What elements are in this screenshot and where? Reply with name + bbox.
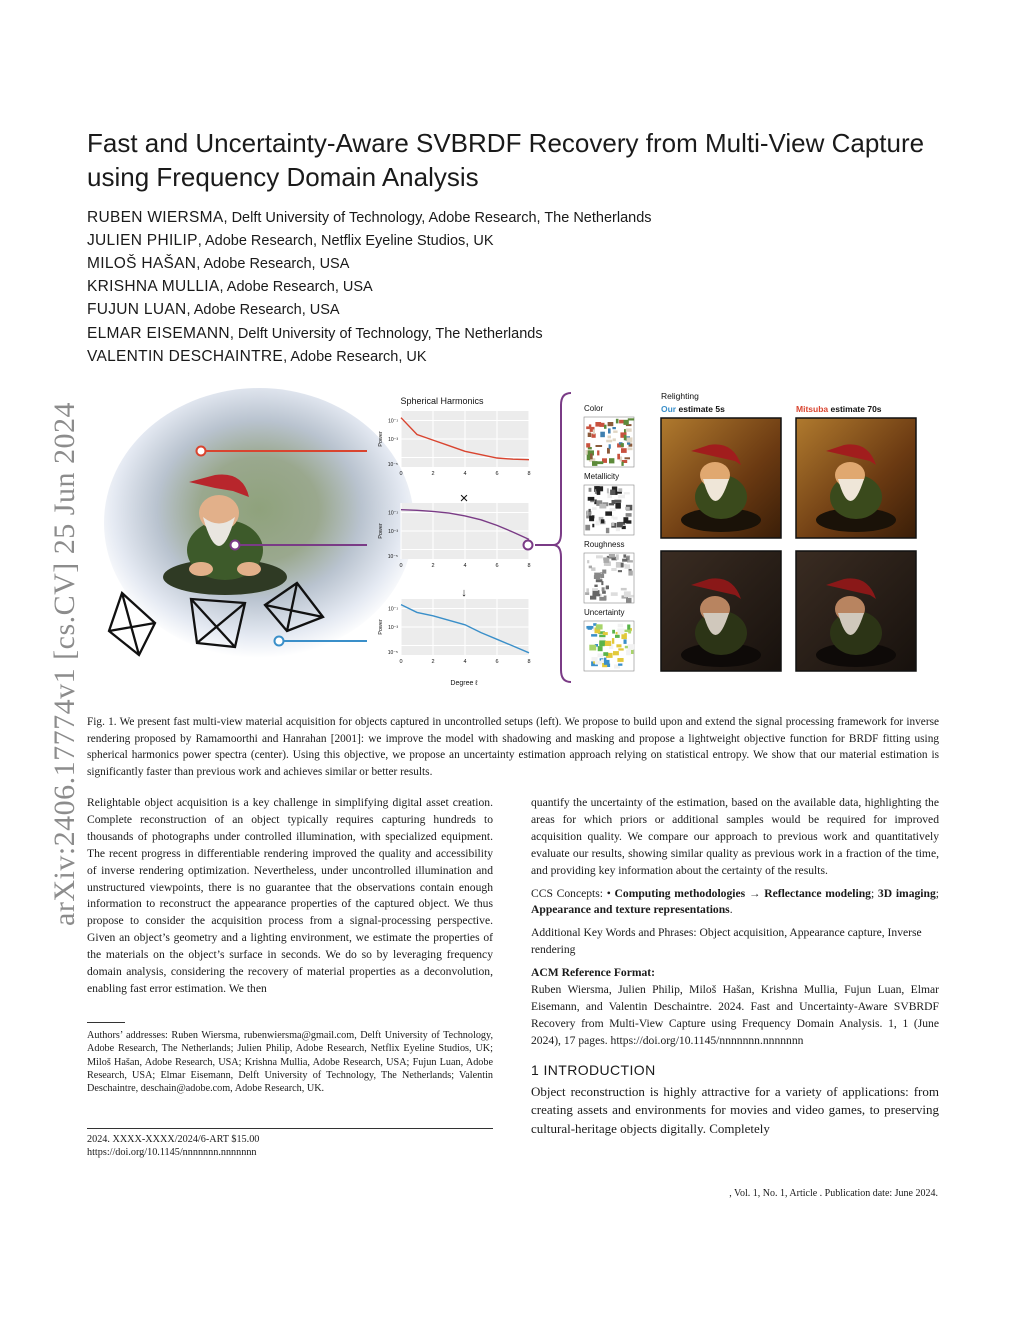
texel-patch bbox=[605, 641, 611, 646]
texel-patch bbox=[618, 624, 623, 628]
texel-patch bbox=[625, 630, 632, 633]
texel-patch bbox=[596, 486, 603, 491]
texel-patch bbox=[626, 428, 632, 431]
ccs-concepts bbox=[531, 886, 939, 920]
connector-output bbox=[524, 393, 572, 682]
texel-patch bbox=[589, 645, 596, 651]
texel-patch bbox=[618, 488, 622, 492]
plot-blue bbox=[378, 599, 531, 665]
texel-patch bbox=[598, 646, 603, 651]
y-axis-label: Power bbox=[378, 523, 384, 539]
ccs-concept-2: 3D imaging bbox=[877, 886, 936, 900]
texel-patch bbox=[611, 568, 616, 571]
y-tick-label: 10⁻⁵ bbox=[387, 462, 398, 469]
author-name: KRISHNA MULLIA bbox=[87, 278, 220, 295]
texel-patch bbox=[613, 517, 618, 520]
y-tick-label: 10⁻¹ bbox=[388, 606, 398, 613]
texel-patch bbox=[618, 648, 623, 650]
texel-patch bbox=[616, 562, 621, 568]
ccs-concept-3: Appearance and texture representations bbox=[531, 903, 730, 917]
texel-patch bbox=[612, 638, 614, 644]
texel-patch bbox=[609, 503, 614, 505]
ccs-end: . bbox=[729, 903, 733, 917]
author-line bbox=[87, 325, 543, 343]
x-tick-label: 4 bbox=[463, 471, 467, 477]
x-tick-label: 8 bbox=[527, 471, 531, 477]
texel-patch bbox=[591, 634, 597, 637]
material-map-uncertainty bbox=[584, 608, 634, 671]
texel-patch bbox=[607, 448, 610, 454]
texel-patch bbox=[616, 503, 621, 509]
texel-patch bbox=[603, 632, 608, 635]
texel-patch bbox=[603, 652, 608, 656]
texel-patch bbox=[628, 644, 635, 649]
texel-patch bbox=[626, 598, 632, 603]
texel-patch bbox=[625, 457, 631, 459]
texel-patch bbox=[593, 590, 600, 596]
texel-patch bbox=[617, 522, 623, 527]
x-tick-label: 8 bbox=[527, 659, 531, 665]
texel-patch bbox=[594, 585, 597, 587]
page-footer: , Vol. 1, No. 1, Article . Publication date: June 2024. bbox=[729, 1188, 938, 1199]
author-affiliation: , Adobe Research, USA bbox=[186, 302, 340, 318]
texel-patch bbox=[594, 573, 600, 577]
author-line bbox=[87, 255, 349, 273]
texel-patch bbox=[595, 521, 599, 526]
acm-heading: ACM Reference Format: bbox=[531, 966, 656, 980]
y-axis-label: Power bbox=[378, 619, 384, 635]
ccs-concept-1: Computing methodologies → Reflectance modeling bbox=[614, 886, 871, 900]
texel-patch bbox=[616, 554, 619, 559]
y-tick-label: 10⁻⁵ bbox=[387, 554, 398, 561]
texel-patch bbox=[590, 596, 596, 600]
texel-patch bbox=[586, 443, 590, 447]
author-name: FUJUN LUAN bbox=[87, 301, 187, 318]
author-line bbox=[87, 232, 494, 250]
texel-patch bbox=[592, 507, 597, 510]
copyright-line: 2024. XXXX-XXXX/2024/6-ART $15.00 bbox=[87, 1134, 260, 1145]
texel-patch bbox=[599, 423, 604, 427]
texel-patch bbox=[595, 661, 602, 665]
author-line bbox=[87, 209, 652, 227]
x-tick-label: 6 bbox=[495, 659, 499, 665]
texel-patch bbox=[624, 639, 627, 644]
texel-patch bbox=[587, 560, 589, 563]
texel-patch bbox=[624, 492, 630, 494]
texel-patch bbox=[627, 437, 633, 442]
texel-patch bbox=[616, 644, 621, 647]
our-estimate-time: estimate 5s bbox=[676, 404, 725, 414]
texel-patch bbox=[608, 436, 612, 439]
texel-patch bbox=[601, 519, 605, 523]
x-axis-label: Degree ℓ bbox=[450, 680, 478, 687]
texel-patch bbox=[602, 587, 605, 591]
texel-patch bbox=[600, 432, 605, 438]
paper-title: Fast and Uncertainty-Aware SVBRDF Recovery from Multi-View Capture using Frequency Domain Analysis bbox=[87, 128, 925, 192]
copyright-rule bbox=[87, 1128, 493, 1129]
author-name: MILOŠ HAŠAN bbox=[87, 255, 197, 272]
y-tick-label: 10⁻³ bbox=[388, 437, 398, 443]
texel-patch bbox=[613, 438, 616, 441]
author-affiliation: , Delft University of Technology, The Netherlands bbox=[229, 326, 543, 342]
texel-patch bbox=[585, 592, 589, 595]
x-tick-label: 2 bbox=[431, 471, 435, 477]
x-tick-label: 2 bbox=[431, 563, 435, 569]
texel-patch bbox=[601, 581, 603, 585]
texel-patch bbox=[612, 630, 615, 634]
texel-patch bbox=[621, 443, 624, 447]
texel-patch bbox=[589, 488, 592, 492]
texel-patch bbox=[586, 588, 589, 592]
author-affiliation: , Adobe Research, Netflix Eyeline Studios, UK bbox=[197, 233, 494, 249]
texel-patch bbox=[616, 528, 620, 531]
texel-patch bbox=[610, 490, 615, 495]
texel-patch bbox=[625, 646, 628, 649]
author-affiliation: , Delft University of Technology, Adobe Research, The Netherlands bbox=[223, 210, 652, 226]
multiply-symbol: × bbox=[459, 490, 469, 507]
x-tick-label: 6 bbox=[495, 471, 499, 477]
texel-patch bbox=[623, 517, 628, 523]
relight-our-warm bbox=[661, 418, 781, 538]
texel-patch bbox=[596, 624, 603, 629]
keywords: Additional Key Words and Phrases: Object acquisition, Appearance capture, Inverse rendering bbox=[531, 926, 922, 957]
y-tick-label: 10⁻⁵ bbox=[387, 650, 398, 657]
texel-patch bbox=[623, 420, 628, 425]
plot-red bbox=[378, 411, 531, 477]
texel-patch bbox=[596, 555, 603, 558]
x-tick-label: 4 bbox=[463, 659, 467, 665]
author-affiliation: , Adobe Research, UK bbox=[283, 349, 427, 365]
left-column bbox=[87, 795, 493, 1158]
relighting-title: Relighting bbox=[661, 391, 699, 401]
texel-patch bbox=[606, 586, 609, 590]
relight-mitsuba-warm bbox=[796, 418, 916, 538]
texel-patch bbox=[624, 435, 627, 441]
texel-patch bbox=[612, 427, 616, 429]
texel-patch bbox=[624, 591, 631, 597]
material-map-label: Metallicity bbox=[584, 472, 620, 481]
texel-patch bbox=[587, 455, 591, 461]
y-tick-label: 10⁻¹ bbox=[388, 510, 398, 517]
mitsuba-label bbox=[796, 404, 882, 414]
ccs-separator: ; bbox=[935, 886, 939, 900]
relight-our-dark bbox=[661, 551, 781, 671]
texel-patch bbox=[606, 528, 609, 533]
texel-patch bbox=[622, 559, 627, 562]
x-tick-label: 2 bbox=[431, 659, 435, 665]
texel-patch bbox=[610, 508, 616, 511]
texel-patch bbox=[615, 635, 620, 638]
texel-patch bbox=[625, 564, 631, 568]
doi-line: https://doi.org/10.1145/nnnnnnn.nnnnnnn bbox=[87, 1147, 257, 1158]
sh-title: Spherical Harmonics bbox=[400, 396, 484, 406]
author-line bbox=[87, 278, 373, 296]
author-line bbox=[87, 348, 427, 366]
texel-patch bbox=[613, 651, 619, 655]
y-tick-label: 10⁻³ bbox=[388, 625, 398, 631]
mitsuba-method-name: Mitsuba bbox=[796, 404, 829, 414]
x-tick-label: 6 bbox=[495, 563, 499, 569]
arxiv-stamp: arXiv:2406.17774v1 [cs.CV] 25 Jun 2024 bbox=[48, 402, 81, 926]
our-label bbox=[661, 404, 725, 414]
texel-patch bbox=[618, 570, 622, 572]
texel-patch bbox=[612, 522, 615, 526]
texel-patch bbox=[588, 433, 592, 437]
texel-patch bbox=[589, 509, 591, 512]
texel-patch bbox=[608, 428, 611, 433]
texel-patch bbox=[625, 507, 630, 510]
figure-caption: Fig. 1. We present fast multi-view material acquisition for objects captured in uncontrolled setups (left). We propose to build upon and extend the signal processing framework for inverse rendering proposed by Ramamoorthi and Hanrahan [2001]: we improve the model with shadowing and masking and propose a lightweight objective function for BRDF fitting using spherical harmonics power spectra (center). Using this objective, we propose an uncertainty estimation approach relying on statistical entropy. We show that our material estimation is significantly faster than previous work and achieves similar or better results. bbox=[87, 716, 939, 778]
texel-patch bbox=[628, 448, 633, 451]
texel-patch bbox=[608, 422, 614, 426]
texel-patch bbox=[599, 642, 605, 647]
teaser-figure bbox=[87, 385, 947, 690]
texel-patch bbox=[609, 458, 614, 463]
texel-patch bbox=[616, 419, 619, 424]
texel-patch bbox=[599, 504, 606, 509]
x-tick-label: 0 bbox=[399, 659, 403, 665]
texel-patch bbox=[605, 511, 612, 515]
texel-patch bbox=[592, 524, 594, 528]
authors-addresses: Authors’ addresses: Ruben Wiersma, rubenwiersma@gmail.com, Delft University of Technology, Adobe Research, The Netherlands; Julien Philip, Adobe Research, Netflix Eyeline Studios, UK; Miloš Hašan, Adobe Research, USA; Krishna Mullia, Adobe Research, USA; Fujun Luan, Adobe Research, USA; Elmar Eisemann, Delft University of Technology, The Netherlands; Valentin Deschaintre, deschain@adobe.com, Adobe Research, UK. bbox=[87, 1030, 493, 1095]
texel-patch bbox=[590, 454, 593, 460]
author-line bbox=[87, 301, 340, 319]
texel-patch bbox=[585, 525, 590, 531]
relight-mitsuba-dark bbox=[796, 551, 916, 671]
footnote-rule bbox=[87, 1022, 125, 1023]
texel-patch bbox=[586, 510, 588, 515]
x-tick-label: 4 bbox=[463, 563, 467, 569]
texel-patch bbox=[623, 554, 626, 557]
texel-patch bbox=[596, 461, 603, 464]
texel-patch bbox=[588, 497, 595, 501]
author-name: ELMAR EISEMANN bbox=[87, 325, 230, 342]
abstract-left: Relightable object acquisition is a key challenge in simplifying digital asset creation. Complete reconstruction of an object typically requires capturing hundreds to thousands of photographs under controlled illumination, with specialized equipment. The recent progress in differentiable rendering improved the quality and accessibility of inverse rendering optimization. Nevertheless, under uncontrolled illumination and unstructured viewpoints, there is no guarantee that the observations contain enough information to reconstruct the appearance properties of the captured object. We thus propose to consider the acquisition process from a signal-processing perspective. Given an object’s geometry and a lighting environment, we estimate the properties of the materials on the object’s surface in seconds. We do so by leveraging frequency domain analysis, considering the recovery of material properties as a deconvolution, enabling fast error estimation. We then bbox=[87, 796, 493, 995]
texel-patch bbox=[592, 657, 598, 661]
texel-patch bbox=[593, 429, 595, 434]
author-affiliation: , Adobe Research, USA bbox=[219, 279, 373, 295]
y-axis-label: Power bbox=[378, 431, 384, 447]
texel-patch bbox=[621, 588, 627, 591]
texel-patch bbox=[611, 592, 618, 596]
material-map-label: Uncertainty bbox=[584, 608, 625, 617]
mitsuba-estimate-time: estimate 70s bbox=[828, 404, 882, 414]
texel-patch bbox=[617, 454, 620, 460]
texel-patch bbox=[604, 596, 607, 601]
author-affiliation: , Adobe Research, USA bbox=[196, 256, 350, 272]
texel-patch bbox=[588, 626, 592, 630]
x-tick-label: 8 bbox=[527, 563, 531, 569]
arrow-symbol: ↓ bbox=[461, 587, 467, 599]
texel-patch bbox=[619, 420, 623, 424]
author-name: JULIEN PHILIP bbox=[87, 232, 198, 249]
texel-patch bbox=[614, 500, 621, 503]
texel-patch bbox=[613, 431, 617, 433]
ccs-prefix: CCS Concepts: • bbox=[531, 886, 615, 900]
author-name: VALENTIN DESCHAINTRE bbox=[87, 348, 284, 365]
texel-patch bbox=[618, 664, 622, 666]
texel-patch bbox=[597, 450, 599, 455]
our-method-name: Our bbox=[661, 404, 677, 414]
texel-patch bbox=[609, 444, 611, 448]
right-column bbox=[531, 795, 939, 1138]
material-map-roughness bbox=[584, 540, 634, 603]
texel-patch bbox=[589, 566, 592, 569]
ccs-separator: ; bbox=[870, 886, 878, 900]
section-heading: 1 INTRODUCTION bbox=[531, 1061, 656, 1078]
texel-patch bbox=[617, 658, 623, 662]
y-tick-label: 10⁻¹ bbox=[388, 418, 398, 425]
texel-patch bbox=[621, 462, 623, 466]
texel-patch bbox=[627, 650, 630, 655]
abstract-right: quantify the uncertainty of the estimation, based on the available data, highlighting the areas for which priors or additional samples would be required for improved acquisition quality. We compare our approach to previous work and quantitatively evaluate our results, showing similar quality as previous work in a fraction of the time, and providing key information about the certainty of the results. bbox=[531, 796, 939, 877]
material-map-metallicity bbox=[584, 472, 634, 535]
texel-patch bbox=[627, 625, 630, 631]
texel-patch bbox=[596, 445, 603, 447]
author-name: RUBEN WIERSMA bbox=[87, 209, 224, 226]
x-tick-label: 0 bbox=[399, 471, 403, 477]
texel-patch bbox=[607, 488, 609, 493]
texel-patch bbox=[609, 554, 615, 558]
texel-patch bbox=[621, 448, 627, 453]
material-map-color bbox=[584, 404, 634, 467]
acm-reference: Ruben Wiersma, Julien Philip, Miloš Hašan, Krishna Mullia, Fujun Luan, Elmar Eisemann, and Valentin Deschaintre. 2024. Fast and Uncertainty-Aware SVBRDF Recovery from Multi-View Capture using Frequency Domain Analysis. 1, 1 (June 2024), 17 pages. https://doi.org/10.1145/nnnnnnn.nnnnnnn bbox=[531, 983, 939, 1047]
texel-patch bbox=[600, 574, 604, 578]
texel-patch bbox=[627, 443, 630, 445]
texel-patch bbox=[606, 440, 612, 443]
texel-patch bbox=[604, 558, 610, 563]
y-tick-label: 10⁻³ bbox=[388, 529, 398, 535]
texel-patch bbox=[604, 660, 610, 665]
texel-patch bbox=[597, 653, 603, 657]
texel-patch bbox=[626, 513, 632, 517]
texel-patch bbox=[592, 588, 598, 591]
material-map-label: Roughness bbox=[584, 540, 625, 549]
texel-patch bbox=[604, 425, 607, 429]
intro-paragraph: Object reconstruction is highly attractive for a variety of applications: from creating assets and environments for movies and video games, to preserving cultural-heritage objects digitally. Completely bbox=[531, 1083, 939, 1136]
x-tick-label: 0 bbox=[399, 563, 403, 569]
material-map-label: Color bbox=[584, 404, 604, 413]
texel-patch bbox=[627, 560, 633, 562]
texel-patch bbox=[628, 571, 632, 576]
texel-patch bbox=[618, 495, 625, 499]
texel-patch bbox=[618, 628, 625, 634]
texel-patch bbox=[589, 516, 594, 522]
